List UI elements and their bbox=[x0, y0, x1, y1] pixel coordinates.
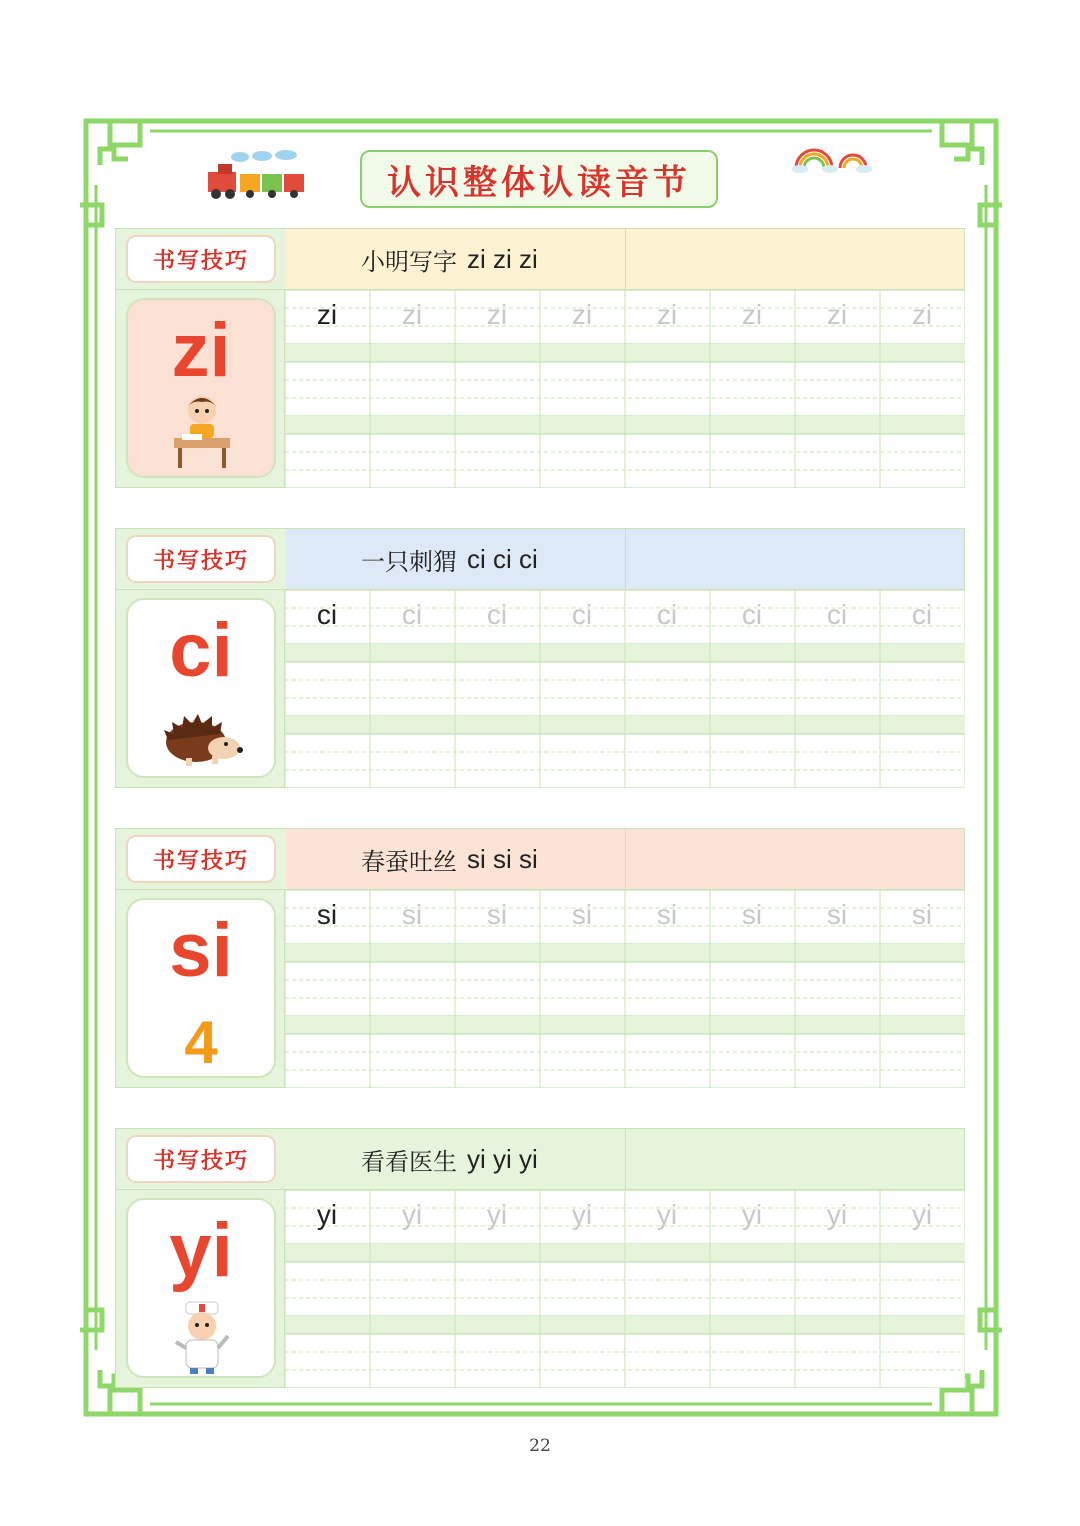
page-number: 22 bbox=[529, 1436, 551, 1456]
practice-trace: ci bbox=[401, 599, 423, 630]
section-header bbox=[115, 1128, 965, 1190]
stroke-count: 4 bbox=[184, 1009, 218, 1076]
writing-tip-badge: 书写技巧 bbox=[126, 535, 276, 583]
doctor-icon bbox=[172, 1300, 232, 1376]
tip-cell bbox=[116, 229, 286, 289]
practice-trace: ci bbox=[656, 599, 678, 630]
phrase bbox=[286, 1129, 626, 1189]
practice-model: zi bbox=[316, 299, 338, 330]
practice-trace: ci bbox=[911, 599, 933, 630]
practice-trace: yi bbox=[826, 1199, 848, 1230]
writing-tip-badge: 书写技巧 bbox=[126, 1135, 276, 1183]
phrase bbox=[286, 829, 626, 889]
tip-cell bbox=[116, 829, 286, 889]
syllable-card-column bbox=[115, 290, 285, 488]
syllable-letter: yi bbox=[169, 1208, 233, 1293]
train-icon bbox=[204, 148, 314, 204]
practice-trace: zi bbox=[571, 299, 593, 330]
practice-trace: si bbox=[571, 899, 593, 930]
phrase-pinyin: si si si bbox=[467, 843, 538, 874]
writing-grid[interactable] bbox=[285, 290, 965, 488]
phrase-text: 小明写字 bbox=[361, 247, 457, 276]
writing-grid[interactable] bbox=[285, 1190, 965, 1388]
practice-trace: zi bbox=[826, 299, 848, 330]
syllable-card bbox=[126, 298, 276, 478]
practice-trace: zi bbox=[486, 299, 508, 330]
practice-trace: yi bbox=[656, 1199, 678, 1230]
practice-trace: ci bbox=[486, 599, 508, 630]
section-header bbox=[115, 828, 965, 890]
practice-trace: si bbox=[656, 899, 678, 930]
practice-trace: si bbox=[826, 899, 848, 930]
practice-trace: yi bbox=[571, 1199, 593, 1230]
practice-trace: yi bbox=[401, 1199, 423, 1230]
practice-trace: si bbox=[911, 899, 933, 930]
practice-model: si bbox=[316, 899, 338, 930]
syllable-card bbox=[126, 598, 276, 778]
practice-section-zi bbox=[115, 228, 965, 488]
practice-trace: zi bbox=[911, 299, 933, 330]
phrase-text: 看看医生 bbox=[361, 1147, 457, 1176]
writing-grid[interactable] bbox=[285, 590, 965, 788]
practice-trace: yi bbox=[486, 1199, 508, 1230]
practice-trace: yi bbox=[741, 1199, 763, 1230]
writing-tip-badge: 书写技巧 bbox=[126, 835, 276, 883]
section-header bbox=[115, 528, 965, 590]
practice-trace: si bbox=[486, 899, 508, 930]
phrase-pinyin: zi zi zi bbox=[467, 243, 538, 274]
child-writing-icon bbox=[170, 392, 234, 472]
phrase bbox=[286, 529, 626, 589]
practice-trace: zi bbox=[401, 299, 423, 330]
rainbow-icon bbox=[790, 140, 874, 174]
phrase-text: 春蚕吐丝 bbox=[361, 847, 457, 876]
practice-trace: si bbox=[741, 899, 763, 930]
syllable-card-column bbox=[115, 890, 285, 1088]
practice-trace: zi bbox=[656, 299, 678, 330]
practice-trace: si bbox=[401, 899, 423, 930]
practice-section-si bbox=[115, 828, 965, 1088]
syllable-card-column bbox=[115, 1190, 285, 1388]
syllable-card-column bbox=[115, 590, 285, 788]
practice-model: ci bbox=[316, 599, 338, 630]
practice-trace: ci bbox=[571, 599, 593, 630]
syllable-card bbox=[126, 1198, 276, 1378]
writing-grid[interactable] bbox=[285, 890, 965, 1088]
syllable-letter: ci bbox=[169, 608, 233, 693]
practice-trace: ci bbox=[741, 599, 763, 630]
phrase-text: 一只刺猬 bbox=[361, 547, 457, 576]
section-header bbox=[115, 228, 965, 290]
practice-section-yi bbox=[115, 1128, 965, 1388]
practice-trace: yi bbox=[911, 1199, 933, 1230]
practice-trace: zi bbox=[741, 299, 763, 330]
syllable-card bbox=[126, 898, 276, 1078]
phrase-pinyin: ci ci ci bbox=[467, 543, 538, 574]
writing-tip-badge: 书写技巧 bbox=[126, 235, 276, 283]
hedgehog-icon bbox=[162, 710, 246, 770]
practice-trace: ci bbox=[826, 599, 848, 630]
phrase bbox=[286, 229, 626, 289]
syllable-letter: si bbox=[169, 908, 233, 993]
page-title: 认识整体认读音节 bbox=[360, 150, 718, 208]
syllable-letter: zi bbox=[171, 308, 231, 393]
practice-section-ci bbox=[115, 528, 965, 788]
tip-cell bbox=[116, 529, 286, 589]
tip-cell bbox=[116, 1129, 286, 1189]
practice-model: yi bbox=[316, 1199, 338, 1230]
phrase-pinyin: yi yi yi bbox=[467, 1143, 538, 1174]
